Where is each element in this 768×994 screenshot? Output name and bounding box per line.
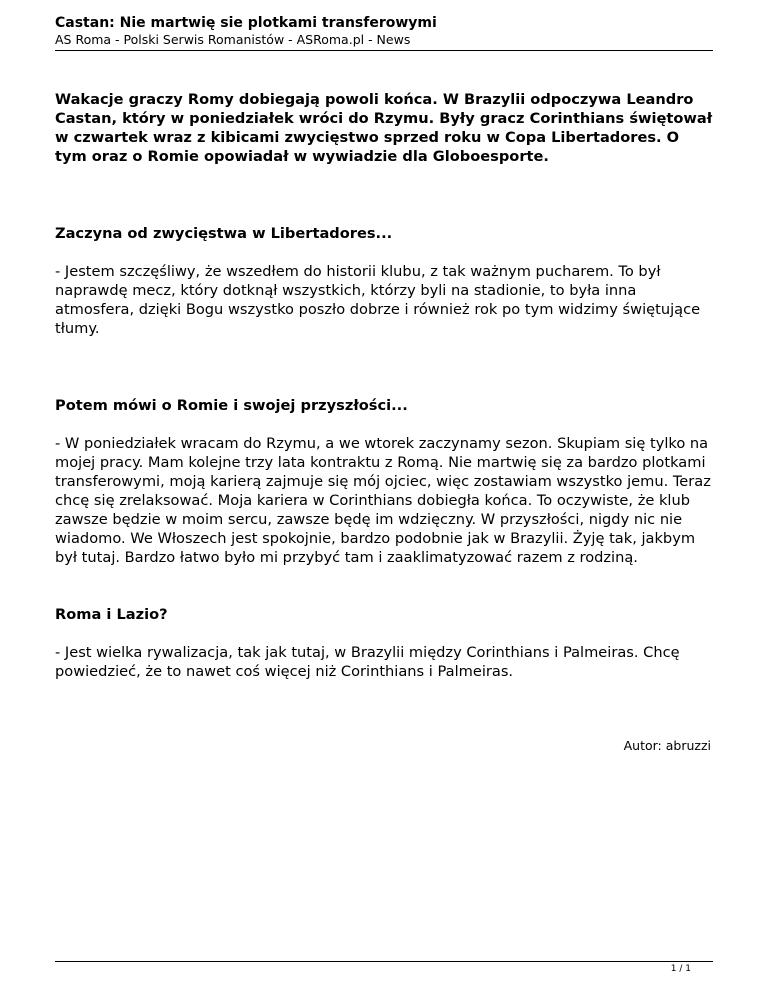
article-lead: Wakacje graczy Romy dobiegają powoli końca. W Brazylii odpoczywa Leandro Castan, który w poniedziałek wróci do Rzymu. Były gracz Corinthians świętował w czwartek wraz z kibicami zwycięstwo sprzed roku w Copa Libertadores. O tym oraz o Romie opowiadał w wywiadzie dla Globoesporte. <box>55 91 713 165</box>
section-heading-libertadores: Zaczyna od zwycięstwa w Libertadores... <box>55 225 393 242</box>
article-body <box>55 90 715 681</box>
section-text-libertadores: - Jestem szczęśliwy, że wszedłem do historii klubu, z tak ważnym pucharem. To był naprawdę mecz, który dotknął wszystkich, którzy byli na stadionie, to była inna atmosfera, dzięki Bogu wszystko poszło dobrze i również rok po tym widzimy świętujące tłumy. <box>55 263 701 337</box>
page-header <box>55 14 713 48</box>
article-title: Castan: Nie martwię sie plotkami transferowymi <box>55 15 437 31</box>
footer-divider <box>55 961 713 962</box>
section-heading-future: Potem mówi o Romie i swojej przyszłości... <box>55 397 408 414</box>
section-text-derby: - Jest wielka rywalizacja, tak jak tutaj, w Brazylii między Corinthians i Palmeiras. Chcę powiedzieć, że to nawet coś więcej niż Corinthians i Palmeiras. <box>55 644 680 680</box>
section-text-future: - W poniedziałek wracam do Rzymu, a we wtorek zaczynamy sezon. Skupiam się tylko na mojej pracy. Mam kolejne trzy lata kontraktu z Romą. Nie martwię się za bardzo plotkami transferowymi, moją karierą zajmuje się mój ojciec, więc zostawiam wszystko jemu. Teraz chcę się zrelaksować. Moja kariera w Corinthians dobiegła końca. To oczywiste, że klub zawsze będzie w moim sercu, zawsze będę im wdzięczny. W przyszłości, nigdy nic nie wiadomo. We Włoszech jest spokojnie, bardzo podobnie jak w Brazylii. Żyję tak, jakbym był tutaj. Bardzo łatwo było mi przybyć tam i zaaklimatyzować razem z rodziną. <box>55 435 711 566</box>
section-heading-derby: Roma i Lazio? <box>55 606 168 623</box>
article-author: Autor: abruzzi <box>623 738 711 753</box>
site-subtitle: AS Roma - Polski Serwis Romanistów - ASRoma.pl - News <box>55 32 411 47</box>
page-number: 1 / 1 <box>670 964 691 974</box>
header-divider <box>55 50 713 51</box>
